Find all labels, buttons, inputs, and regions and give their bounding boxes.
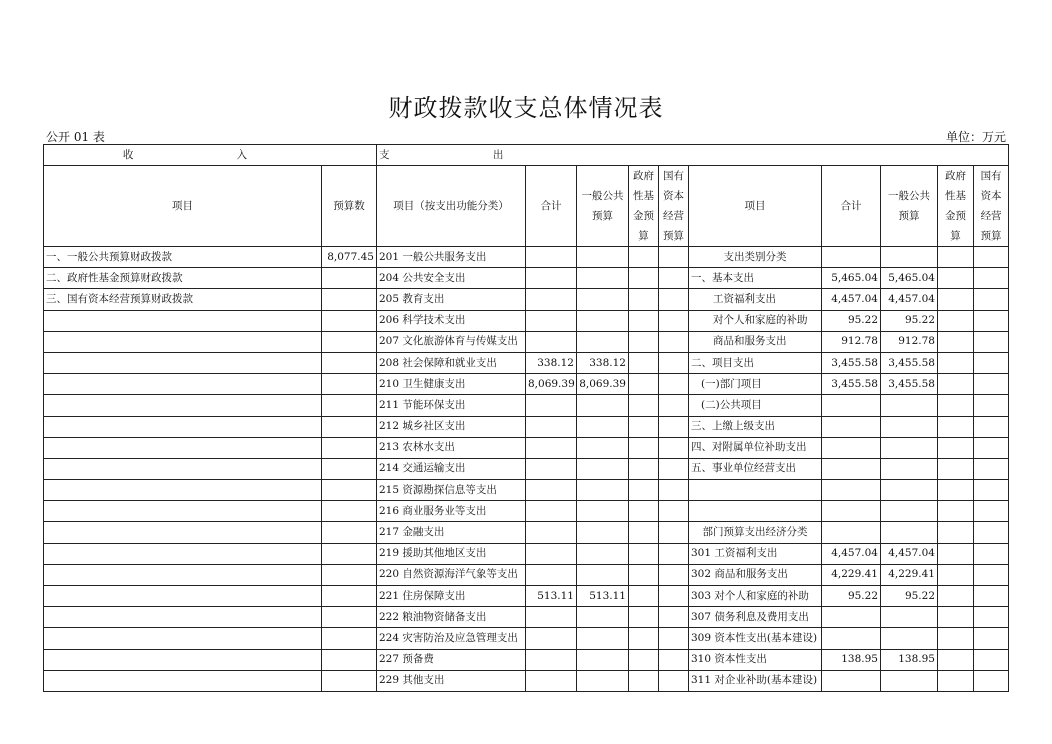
table-row <box>44 607 1009 628</box>
class-total: 912.78 <box>822 331 881 352</box>
class-general <box>881 416 938 437</box>
func-state-cap <box>659 268 689 289</box>
income-item <box>44 586 322 607</box>
table-row <box>44 289 1009 310</box>
class-item: 商品和服务支出 <box>689 331 822 352</box>
col-total-2: 合计 <box>822 166 881 247</box>
class-total <box>822 437 881 458</box>
class-general: 912.78 <box>881 331 938 352</box>
class-item: 310 资本性支出 <box>689 649 822 670</box>
class-item: 303 对个人和家庭的补助 <box>689 586 822 607</box>
func-gov-fund <box>629 310 659 331</box>
income-amount <box>322 437 377 458</box>
func-gov-fund <box>629 522 659 543</box>
class-state-cap <box>974 458 1009 479</box>
class-general: 5,465.04 <box>881 268 938 289</box>
class-total <box>822 501 881 522</box>
class-total <box>822 395 881 416</box>
table-row <box>44 437 1009 458</box>
func-general <box>577 480 629 501</box>
class-general: 3,455.58 <box>881 352 938 373</box>
func-general <box>577 437 629 458</box>
class-gov-fund <box>938 352 974 373</box>
class-item: 三、上缴上级支出 <box>689 416 822 437</box>
class-state-cap <box>974 522 1009 543</box>
income-item <box>44 437 322 458</box>
col-general: 一般公共预算 <box>577 166 629 247</box>
class-general <box>881 607 938 628</box>
income-amount <box>322 289 377 310</box>
col-budget: 预算数 <box>322 166 377 247</box>
col-gov-fund-2: 政府性基金预算 <box>938 166 974 247</box>
func-general <box>577 268 629 289</box>
class-item: (二)公共项目 <box>689 395 822 416</box>
func-state-cap <box>659 543 689 564</box>
class-total <box>822 628 881 649</box>
func-general: 513.11 <box>577 586 629 607</box>
income-item: 一、一般公共预算财政拨款 <box>44 247 322 268</box>
class-gov-fund <box>938 522 974 543</box>
col-general-2: 一般公共预算 <box>881 166 938 247</box>
col-item-2: 项目 <box>689 166 822 247</box>
class-item: 311 对企业补助(基本建设) <box>689 670 822 691</box>
func-general <box>577 543 629 564</box>
func-item: 204 公共安全支出 <box>377 268 526 289</box>
func-state-cap <box>659 564 689 585</box>
income-item <box>44 564 322 585</box>
func-total <box>526 670 577 691</box>
table-row <box>44 247 1009 268</box>
table-row <box>44 395 1009 416</box>
func-general <box>577 670 629 691</box>
func-gov-fund <box>629 268 659 289</box>
class-gov-fund <box>938 395 974 416</box>
table-row <box>44 670 1009 691</box>
class-item: 307 债务利息及费用支出 <box>689 607 822 628</box>
func-total <box>526 501 577 522</box>
func-item: 208 社会保障和就业支出 <box>377 352 526 373</box>
func-total: 513.11 <box>526 586 577 607</box>
func-total <box>526 416 577 437</box>
func-item: 217 金融支出 <box>377 522 526 543</box>
income-item <box>44 670 322 691</box>
class-item: 309 资本性支出(基本建设) <box>689 628 822 649</box>
table-row <box>44 352 1009 373</box>
class-general: 95.22 <box>881 310 938 331</box>
col-item: 项目 <box>44 166 322 247</box>
class-state-cap <box>974 586 1009 607</box>
func-state-cap <box>659 458 689 479</box>
table-row <box>44 586 1009 607</box>
table-row <box>44 416 1009 437</box>
class-total: 4,457.04 <box>822 289 881 310</box>
class-state-cap <box>974 247 1009 268</box>
income-item <box>44 395 322 416</box>
income-amount <box>322 628 377 649</box>
income-item <box>44 543 322 564</box>
class-general: 3,455.58 <box>881 374 938 395</box>
class-general: 138.95 <box>881 649 938 670</box>
func-item: 219 援助其他地区支出 <box>377 543 526 564</box>
class-total <box>822 607 881 628</box>
func-gov-fund <box>629 437 659 458</box>
func-general <box>577 628 629 649</box>
class-total <box>822 458 881 479</box>
func-general <box>577 310 629 331</box>
income-amount <box>322 458 377 479</box>
func-item: 212 城乡社区支出 <box>377 416 526 437</box>
func-state-cap <box>659 480 689 501</box>
expense-header: 支 出 <box>377 145 1009 166</box>
func-total <box>526 628 577 649</box>
class-total: 3,455.58 <box>822 352 881 373</box>
func-item: 215 资源勘探信息等支出 <box>377 480 526 501</box>
func-state-cap <box>659 289 689 310</box>
func-total <box>526 247 577 268</box>
func-general <box>577 395 629 416</box>
func-item: 227 预备费 <box>377 649 526 670</box>
func-general <box>577 416 629 437</box>
func-general <box>577 501 629 522</box>
class-general <box>881 670 938 691</box>
class-general <box>881 522 938 543</box>
class-total <box>822 416 881 437</box>
income-item: 三、国有资本经营预算财政拨款 <box>44 289 322 310</box>
class-gov-fund <box>938 458 974 479</box>
class-general <box>881 437 938 458</box>
func-total <box>526 331 577 352</box>
class-gov-fund <box>938 649 974 670</box>
class-state-cap <box>974 543 1009 564</box>
class-total: 95.22 <box>822 310 881 331</box>
func-state-cap <box>659 670 689 691</box>
func-state-cap <box>659 352 689 373</box>
class-total: 138.95 <box>822 649 881 670</box>
class-total <box>822 480 881 501</box>
class-gov-fund <box>938 670 974 691</box>
func-state-cap <box>659 374 689 395</box>
class-item: 二、项目支出 <box>689 352 822 373</box>
table-row <box>44 331 1009 352</box>
unit-label: 单位：万元 <box>945 130 1006 144</box>
class-state-cap <box>974 395 1009 416</box>
func-item: 229 其他支出 <box>377 670 526 691</box>
col-state-cap: 国有资本经营预算 <box>659 166 689 247</box>
func-total <box>526 649 577 670</box>
income-item <box>44 628 322 649</box>
func-general <box>577 564 629 585</box>
class-gov-fund <box>938 586 974 607</box>
class-total <box>822 522 881 543</box>
col-state-cap-2: 国有资本经营预算 <box>974 166 1009 247</box>
class-gov-fund <box>938 564 974 585</box>
income-item <box>44 522 322 543</box>
func-gov-fund <box>629 289 659 310</box>
func-general <box>577 247 629 268</box>
class-general <box>881 458 938 479</box>
func-general <box>577 458 629 479</box>
header-row-1 <box>44 145 1009 166</box>
table-row <box>44 268 1009 289</box>
func-total <box>526 564 577 585</box>
class-item: 五、事业单位经营支出 <box>689 458 822 479</box>
class-gov-fund <box>938 331 974 352</box>
income-amount <box>322 522 377 543</box>
func-gov-fund <box>629 352 659 373</box>
income-item <box>44 310 322 331</box>
class-general <box>881 628 938 649</box>
func-state-cap <box>659 501 689 522</box>
income-amount <box>322 352 377 373</box>
table-row <box>44 501 1009 522</box>
class-state-cap <box>974 268 1009 289</box>
func-general <box>577 607 629 628</box>
col-func-item: 项目（按支出功能分类） <box>377 166 526 247</box>
class-state-cap <box>974 670 1009 691</box>
class-gov-fund <box>938 247 974 268</box>
page-title: 财政拨款收支总体情况表 <box>388 94 664 122</box>
income-amount <box>322 564 377 585</box>
income-amount <box>322 501 377 522</box>
income-item <box>44 374 322 395</box>
func-state-cap <box>659 628 689 649</box>
table-row <box>44 543 1009 564</box>
class-general <box>881 395 938 416</box>
class-general: 4,229.41 <box>881 564 938 585</box>
func-gov-fund <box>629 480 659 501</box>
func-item: 207 文化旅游体育与传媒支出 <box>377 331 526 352</box>
func-gov-fund <box>629 670 659 691</box>
func-total: 8,069.39 <box>526 374 577 395</box>
income-amount <box>322 268 377 289</box>
func-total <box>526 395 577 416</box>
class-total: 5,465.04 <box>822 268 881 289</box>
table-row <box>44 564 1009 585</box>
func-state-cap <box>659 247 689 268</box>
func-state-cap <box>659 310 689 331</box>
func-gov-fund <box>629 458 659 479</box>
budget-table <box>43 144 1009 692</box>
class-general: 4,457.04 <box>881 543 938 564</box>
class-state-cap <box>974 352 1009 373</box>
income-item: 二、政府性基金预算财政拨款 <box>44 268 322 289</box>
func-state-cap <box>659 522 689 543</box>
class-gov-fund <box>938 310 974 331</box>
func-gov-fund <box>629 649 659 670</box>
func-total <box>526 289 577 310</box>
income-amount <box>322 649 377 670</box>
func-total <box>526 310 577 331</box>
class-item: (一)部门项目 <box>689 374 822 395</box>
class-state-cap <box>974 437 1009 458</box>
class-state-cap <box>974 564 1009 585</box>
func-gov-fund <box>629 501 659 522</box>
class-total: 4,457.04 <box>822 543 881 564</box>
func-total <box>526 437 577 458</box>
class-total <box>822 670 881 691</box>
income-amount <box>322 310 377 331</box>
func-item: 206 科学技术支出 <box>377 310 526 331</box>
func-general <box>577 649 629 670</box>
class-item: 支出类别分类 <box>689 247 822 268</box>
class-state-cap <box>974 649 1009 670</box>
class-total: 3,455.58 <box>822 374 881 395</box>
func-general <box>577 289 629 310</box>
col-gov-fund: 政府性基金预算 <box>629 166 659 247</box>
func-state-cap <box>659 437 689 458</box>
class-state-cap <box>974 374 1009 395</box>
class-general <box>881 501 938 522</box>
class-general: 95.22 <box>881 586 938 607</box>
class-item: 四、对附属单位补助支出 <box>689 437 822 458</box>
func-gov-fund <box>629 628 659 649</box>
class-total: 4,229.41 <box>822 564 881 585</box>
class-state-cap <box>974 628 1009 649</box>
class-state-cap <box>974 607 1009 628</box>
func-item: 220 自然资源海洋气象等支出 <box>377 564 526 585</box>
func-item: 224 灾害防治及应急管理支出 <box>377 628 526 649</box>
func-total <box>526 268 577 289</box>
class-state-cap <box>974 501 1009 522</box>
func-gov-fund <box>629 543 659 564</box>
func-state-cap <box>659 395 689 416</box>
income-item <box>44 458 322 479</box>
class-gov-fund <box>938 480 974 501</box>
func-gov-fund <box>629 586 659 607</box>
func-state-cap <box>659 331 689 352</box>
func-general <box>577 522 629 543</box>
class-item: 对个人和家庭的补助 <box>689 310 822 331</box>
class-item: 301 工资福利支出 <box>689 543 822 564</box>
class-gov-fund <box>938 416 974 437</box>
func-item: 205 教育支出 <box>377 289 526 310</box>
income-item <box>44 501 322 522</box>
class-gov-fund <box>938 437 974 458</box>
func-total <box>526 458 577 479</box>
class-general <box>881 480 938 501</box>
income-header: 收 入 <box>44 145 377 166</box>
class-state-cap <box>974 289 1009 310</box>
func-total: 338.12 <box>526 352 577 373</box>
func-item: 211 节能环保支出 <box>377 395 526 416</box>
class-item <box>689 501 822 522</box>
table-row <box>44 310 1009 331</box>
class-state-cap <box>974 480 1009 501</box>
table-row <box>44 480 1009 501</box>
func-item: 222 粮油物资储备支出 <box>377 607 526 628</box>
func-item: 210 卫生健康支出 <box>377 374 526 395</box>
class-gov-fund <box>938 374 974 395</box>
func-item: 216 商业服务业等支出 <box>377 501 526 522</box>
table-row <box>44 458 1009 479</box>
func-item: 221 住房保障支出 <box>377 586 526 607</box>
income-amount <box>322 416 377 437</box>
func-state-cap <box>659 586 689 607</box>
func-item: 201 一般公共服务支出 <box>377 247 526 268</box>
func-gov-fund <box>629 416 659 437</box>
class-gov-fund <box>938 501 974 522</box>
table-row <box>44 628 1009 649</box>
income-amount: 8,077.45 <box>322 247 377 268</box>
class-total: 95.22 <box>822 586 881 607</box>
table-row <box>44 522 1009 543</box>
income-amount <box>322 331 377 352</box>
func-general <box>577 331 629 352</box>
class-item: 一、基本支出 <box>689 268 822 289</box>
func-gov-fund <box>629 564 659 585</box>
header-row-2 <box>44 166 1009 247</box>
func-gov-fund <box>629 374 659 395</box>
class-state-cap <box>974 416 1009 437</box>
class-state-cap <box>974 310 1009 331</box>
income-item <box>44 416 322 437</box>
func-gov-fund <box>629 607 659 628</box>
table-row <box>44 374 1009 395</box>
func-general: 8,069.39 <box>577 374 629 395</box>
func-state-cap <box>659 607 689 628</box>
col-total: 合计 <box>526 166 577 247</box>
income-amount <box>322 480 377 501</box>
func-item: 214 交通运输支出 <box>377 458 526 479</box>
income-amount <box>322 374 377 395</box>
income-item <box>44 352 322 373</box>
func-item: 213 农林水支出 <box>377 437 526 458</box>
income-amount <box>322 395 377 416</box>
class-general: 4,457.04 <box>881 289 938 310</box>
income-amount <box>322 586 377 607</box>
income-amount <box>322 543 377 564</box>
class-gov-fund <box>938 628 974 649</box>
func-total <box>526 543 577 564</box>
class-gov-fund <box>938 268 974 289</box>
income-item <box>44 607 322 628</box>
func-gov-fund <box>629 331 659 352</box>
class-item <box>689 480 822 501</box>
class-total <box>822 247 881 268</box>
table-row <box>44 649 1009 670</box>
income-item <box>44 649 322 670</box>
func-gov-fund <box>629 247 659 268</box>
func-total <box>526 480 577 501</box>
func-total <box>526 607 577 628</box>
class-gov-fund <box>938 607 974 628</box>
func-total <box>526 522 577 543</box>
func-state-cap <box>659 416 689 437</box>
class-gov-fund <box>938 543 974 564</box>
class-general <box>881 247 938 268</box>
class-state-cap <box>974 331 1009 352</box>
class-item: 302 商品和服务支出 <box>689 564 822 585</box>
income-amount <box>322 607 377 628</box>
income-amount <box>322 670 377 691</box>
class-item: 部门预算支出经济分类 <box>689 522 822 543</box>
func-state-cap <box>659 649 689 670</box>
func-gov-fund <box>629 395 659 416</box>
class-gov-fund <box>938 289 974 310</box>
income-item <box>44 480 322 501</box>
func-general: 338.12 <box>577 352 629 373</box>
income-item <box>44 331 322 352</box>
table-number: 公开 01 表 <box>46 130 105 144</box>
class-item: 工资福利支出 <box>689 289 822 310</box>
